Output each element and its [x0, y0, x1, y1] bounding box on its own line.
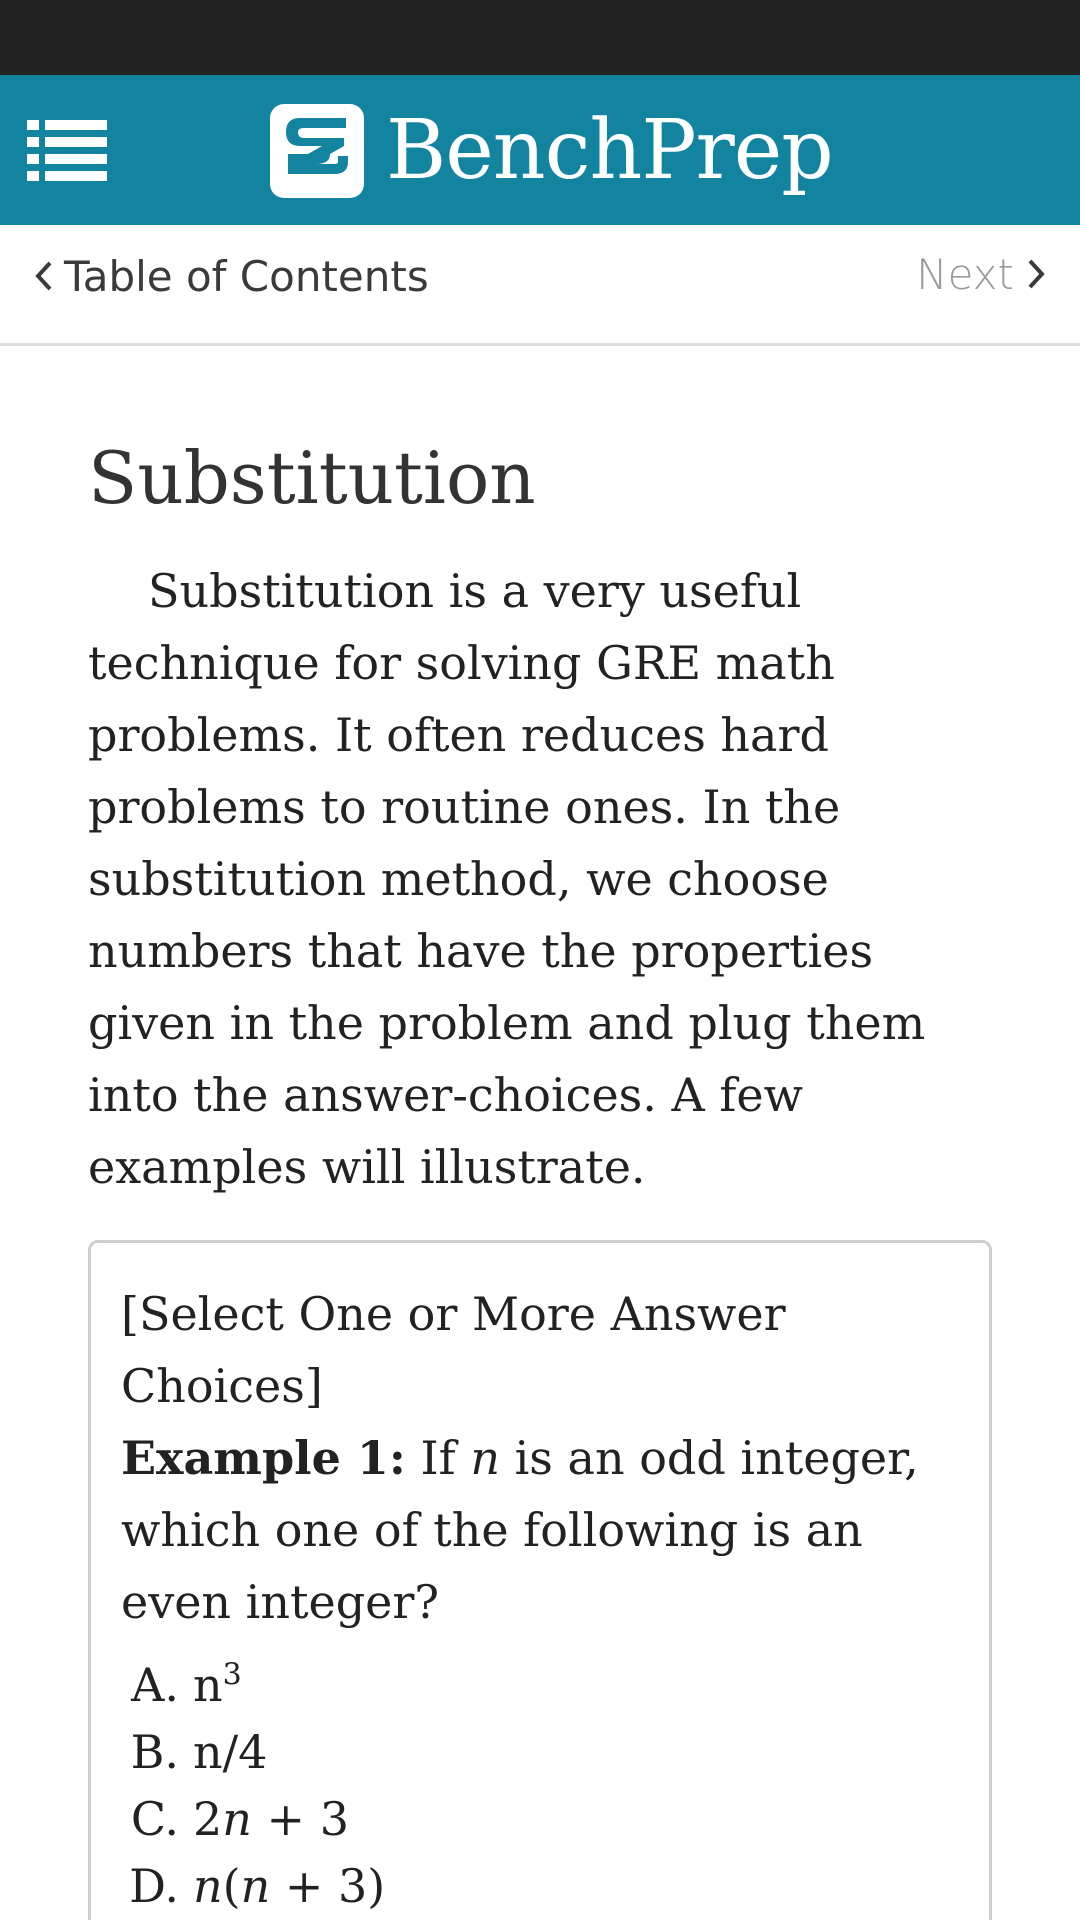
- choice-letter: D.: [129, 1859, 179, 1913]
- chevron-left-icon: [34, 260, 54, 292]
- choice-b[interactable]: [121, 1725, 959, 1792]
- intro-paragraph: Substitution is a very useful technique for solving GRE math problems. It often reduces hard problems to routine ones. In the substitution method, we choose numbers that have the properties given in the problem and plug them into the answer-choices. A few examples will illustrate.: [88, 564, 926, 1195]
- benchprep-logo-icon: [270, 104, 364, 198]
- menu-button[interactable]: [22, 105, 112, 195]
- next-link[interactable]: [916, 244, 1046, 304]
- page-title: Substitution: [88, 436, 536, 520]
- prompt-part-2: is an odd integer, which one of the following is an even integer?: [121, 1431, 919, 1629]
- choice-letter: A.: [131, 1658, 179, 1712]
- choice-letter: B.: [130, 1725, 179, 1779]
- brand-logo: [270, 101, 833, 201]
- next-label: Next: [916, 249, 1014, 299]
- choice-text: $n^3$: [193, 1657, 242, 1712]
- answer-choices: [121, 1658, 959, 1920]
- choice-text: n/4: [193, 1725, 268, 1779]
- choice-c[interactable]: [121, 1792, 959, 1859]
- prompt-variable: n: [470, 1431, 500, 1485]
- chevron-right-icon: [1026, 258, 1046, 290]
- list-icon: [27, 118, 107, 182]
- table-of-contents-link[interactable]: [34, 246, 429, 306]
- table-of-contents-label: Table of Contents: [64, 251, 429, 301]
- brand-name: BenchPrep: [386, 103, 833, 198]
- app-header: [0, 75, 1080, 225]
- choice-d[interactable]: [121, 1859, 959, 1920]
- choice-letter: C.: [130, 1792, 179, 1846]
- question-prompt: [121, 1422, 959, 1638]
- lesson-content: [88, 435, 1008, 1203]
- question-box: [88, 1240, 992, 1920]
- status-bar: [0, 0, 1080, 75]
- choice-text: n(n + 3): [193, 1859, 386, 1913]
- prompt-part-1: If: [405, 1431, 471, 1485]
- question-instruction: [Select One or More Answer Choices]: [121, 1287, 786, 1413]
- choice-a[interactable]: [121, 1658, 959, 1725]
- question-label: Example 1:: [121, 1431, 406, 1485]
- choice-text: 2n + 3: [193, 1792, 349, 1846]
